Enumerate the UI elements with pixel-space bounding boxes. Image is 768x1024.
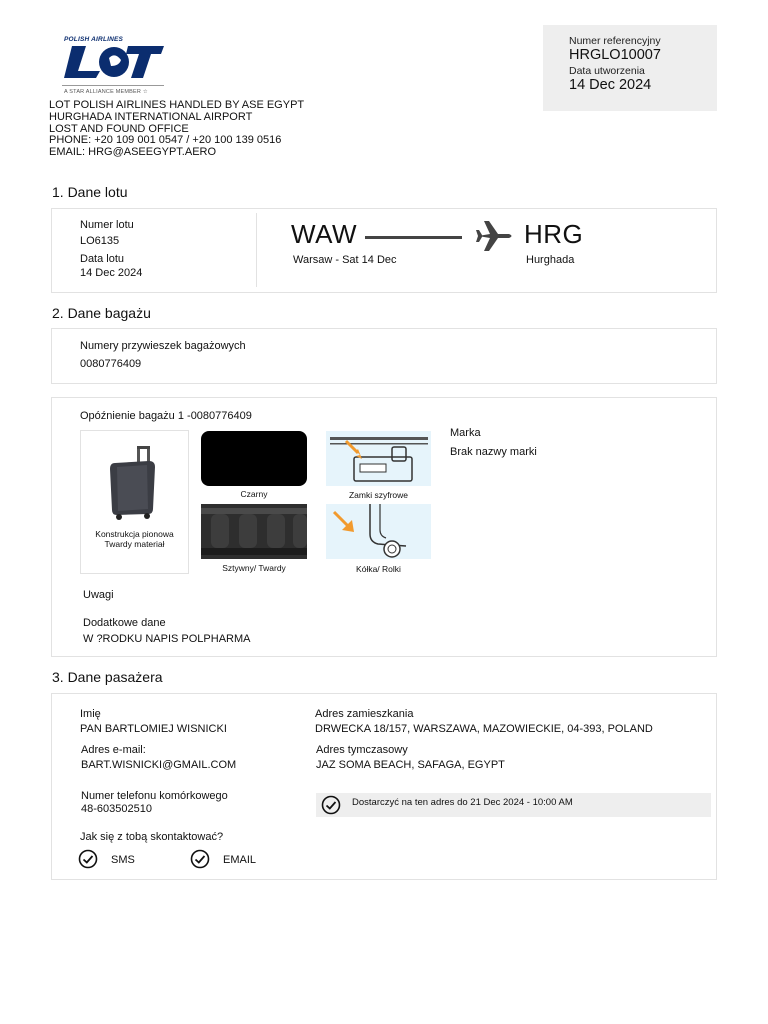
- wheels-icon: [326, 504, 431, 559]
- delivery-check-icon: [321, 795, 341, 815]
- created-date: 14 Dec 2024: [569, 77, 652, 93]
- brand-label: Marka: [450, 427, 481, 439]
- email-check-icon[interactable]: [190, 849, 210, 869]
- delivery-deadline-banner: [316, 793, 711, 817]
- home-address: DRWECKA 18/157, WARSZAWA, MAZOWIECKIE, 04-393, POLAND: [315, 723, 653, 735]
- baggage-section-title: 2. Dane bagażu: [52, 305, 151, 321]
- email-label: Adres e-mail:: [81, 744, 146, 756]
- baggage-tags-label: Numery przywieszek bagażowych: [80, 340, 246, 352]
- lot-logo-mark: [62, 44, 164, 80]
- passenger-phone: 48-603502510: [81, 803, 152, 815]
- baggage-tag-number: 0080776409: [80, 358, 142, 370]
- flight-number-label: Numer lotu: [80, 219, 134, 231]
- extra-data-label: Dodatkowe dane: [83, 617, 166, 629]
- created-label: Data utworzenia: [569, 65, 645, 77]
- baggage-tags-card: [51, 328, 717, 384]
- passenger-section-title: 3. Dane pasażera: [52, 669, 163, 685]
- lock-caption: Zamki szyfrowe: [348, 490, 409, 500]
- suitcase-icon: [107, 445, 159, 521]
- origin-description: Warsaw - Sat 14 Dec: [293, 254, 397, 266]
- flight-date: 14 Dec 2024: [80, 267, 143, 279]
- delivery-text: Dostarczyć na ten adres do 21 Dec 2024 - 10:00 AM: [352, 797, 573, 808]
- bag-color-swatch: [201, 431, 307, 486]
- flight-section-title: 1. Dane lotu: [52, 184, 128, 200]
- airplane-icon: [476, 219, 514, 253]
- bag-type-tile: [80, 430, 189, 574]
- name-label: Imię: [80, 708, 101, 720]
- sms-check-icon[interactable]: [78, 849, 98, 869]
- lot-logo: [62, 36, 172, 100]
- contact-method-label: Jak się z tobą skontaktować?: [80, 831, 224, 843]
- wheels-caption: Kółka/ Rolki: [356, 564, 401, 574]
- flight-number: LO6135: [80, 235, 120, 247]
- flight-card: [51, 208, 717, 293]
- contact-sms-label: SMS: [111, 854, 135, 866]
- reference-label: Numer referencyjny: [569, 35, 661, 47]
- notes-label: Uwagi: [83, 589, 114, 601]
- hard-material-icon: [201, 504, 307, 559]
- brand-value: Brak nazwy marki: [450, 446, 537, 458]
- combination-lock-icon: [326, 431, 431, 486]
- contact-email-label: EMAIL: [223, 854, 257, 866]
- reference-number: HRGLO10007: [569, 47, 661, 63]
- phone-label: Numer telefonu komórkowego: [81, 790, 228, 802]
- flight-date-label: Data lotu: [80, 253, 125, 265]
- passenger-name: PAN BARTLOMIEJ WISNICKI: [80, 723, 227, 735]
- bag-type-caption-1: Konstrukcja pionowa: [95, 529, 174, 539]
- route-line: [365, 236, 462, 239]
- passenger-card: [51, 693, 717, 880]
- bag-color-caption: Czarny: [240, 489, 268, 499]
- material-caption: Sztywny/ Twardy: [222, 563, 286, 573]
- home-address-label: Adres zamieszkania: [315, 708, 414, 720]
- logo-tagline: POLISH AIRLINES: [64, 36, 124, 43]
- delay-title: Opóźnienie bagażu 1 -0080776409: [80, 410, 252, 422]
- destination-airport-code: HRG: [524, 219, 584, 249]
- temp-address: JAZ SOMA BEACH, SAFAGA, EGYPT: [316, 759, 505, 771]
- temp-address-label: Adres tymczasowy: [316, 744, 408, 756]
- destination-description: Hurghada: [526, 254, 575, 266]
- reference-box: [543, 25, 717, 111]
- extra-data-value: W ?RODKU NAPIS POLPHARMA: [83, 633, 251, 645]
- baggage-details-card: [51, 397, 717, 657]
- office-address: LOT POLISH AIRLINES HANDLED BY ASE EGYPT HURGHADA INTERNATIONAL AIRPORT LOST AND FOUND OFFICE PHONE: +20 109 001 0547 / +20 100 139 0516 EMAIL: HRG@ASEEGYPT.AERO: [49, 99, 305, 159]
- origin-airport-code: WAW: [291, 219, 357, 249]
- bag-type-caption-2: Twardy materiał: [104, 539, 165, 549]
- passenger-email: BART.WISNICKI@GMAIL.COM: [81, 759, 237, 771]
- star-alliance-label: A STAR ALLIANCE MEMBER ☆: [64, 89, 148, 95]
